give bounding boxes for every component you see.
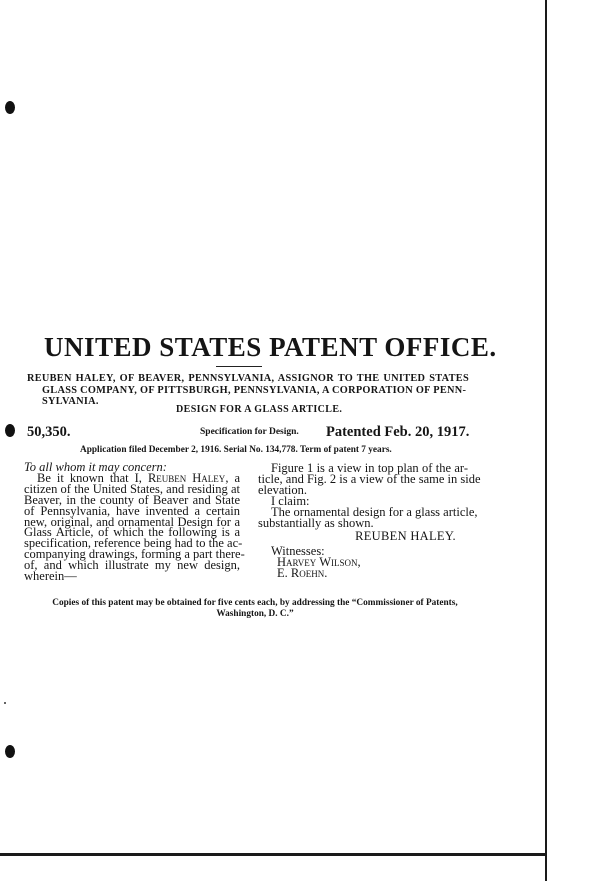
title-rule [216,366,262,367]
body-line: wherein— [24,569,77,584]
office-title: UNITED STATES PATENT OFFICE. [44,332,497,362]
scan-edge-bottom [0,853,546,856]
copies-line: Copies of this patent may be obtained for five cents each, by addressing the “Commissioner of Patents, [52,598,458,608]
claim-line: The ornamental design for a glass article, [271,504,478,519]
body-line: Glass Article, of which the following is a [24,525,240,540]
spec-label: Specification for Design. [200,427,299,437]
assignor-line: REUBEN HALEY, OF BEAVER, PENNSYLVANIA, ASSIGNOR TO THE UNITED STATES [27,373,469,384]
assignor-line: SYLVANIA. [42,396,99,407]
body-line: of Pennsylvania, have invented a certain [24,503,240,518]
patent-number: 50,350. [27,424,71,440]
body-line: new, original, and ornamental Design for a [24,514,240,529]
application-line: Application filed December 2, 1916. Serial No. 134,778. Term of patent 7 years. [80,445,392,455]
figure-line: Figure 1 is a view in top plan of the ar- [271,461,468,475]
figure-line: ticle, and Fig. 2 is a view of the same in side [258,471,481,486]
body-line: companying drawings, forming a part there- [24,547,245,562]
witnesses-label: Witnesses: [271,544,325,559]
claim-heading: I claim: [271,493,310,508]
scan-speck [4,702,6,704]
inventor-name: Reuben Haley [147,470,226,485]
right-column [258,461,481,581]
body-line: Beaver, in the county of Beaver and State [24,492,240,507]
copies-notice [32,598,478,621]
signature: REUBEN HALEY. [355,529,456,544]
body-line: citizen of the United States, and residing at [24,481,240,496]
figure-line: elevation. [258,482,307,497]
punch-hole-top [5,101,15,114]
punch-hole-middle [5,424,15,437]
claim-line: substantially as shown. [258,515,374,530]
design-title: DESIGN FOR A GLASS ARTICLE. [176,404,343,415]
punch-hole-bottom [5,745,15,758]
body-line-part: , a [225,470,240,485]
witness-name: Harvey Wilson, [277,555,361,570]
copies-line: Washington, D. C.” [216,609,294,620]
scan-edge-right [545,0,547,881]
patented-date: Patented Feb. 20, 1917. [326,424,470,440]
witness-name: E. Roehn. [277,566,328,581]
left-column [24,460,245,584]
body-line: of, and which illustrate my new design, [24,558,240,573]
body-line-part: Be it known that I, [37,470,148,485]
body-line: specification, reference being had to the ac- [24,536,243,551]
assignor-line: GLASS COMPANY, OF PITTSBURGH, PENNSYLVANIA, A CORPORATION OF PENN- [42,384,467,396]
assignor-block [27,373,469,408]
greeting: To all whom it may concern: [24,460,167,474]
